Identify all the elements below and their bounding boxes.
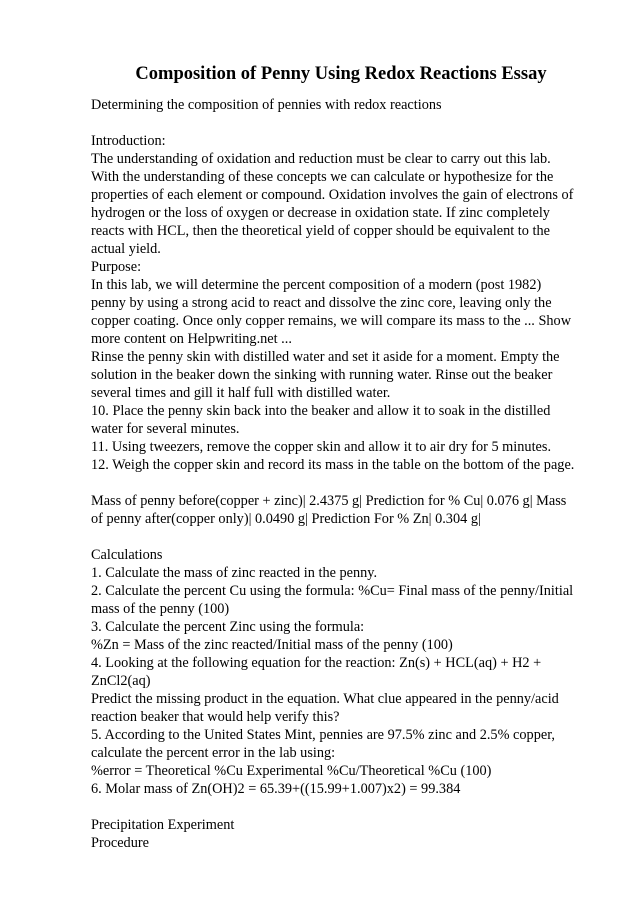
text-line: mass of the penny (100): [91, 601, 230, 617]
text-line: Calculations: [91, 547, 163, 563]
text-line: reaction beaker that would help verify this?: [91, 709, 340, 725]
blank-line: [91, 474, 591, 492]
document-page: [91, 62, 591, 852]
text-line: properties of each element or compound. Oxidation involves the gain of electrons of: [91, 187, 574, 203]
text-line: 1. Calculate the mass of zinc reacted in the penny.: [91, 565, 378, 581]
text-line: 6. Molar mass of Zn(OH)2 = 65.39+((15.99+1.007)x2) = 99.384: [91, 781, 461, 797]
text-line: Predict the missing product in the equation. What clue appeared in the penny/acid: [91, 691, 559, 707]
text-line: ZnCl2(aq): [91, 673, 151, 689]
text-line: Rinse the penny skin with distilled water and set it aside for a moment. Empty the: [91, 349, 560, 365]
text-line: With the understanding of these concepts we can calculate or hypothesize for the: [91, 169, 554, 185]
text-line: 2. Calculate the percent Cu using the formula: %Cu= Final mass of the penny/Initial: [91, 583, 574, 599]
blank-line: [91, 528, 591, 546]
document-body: [91, 96, 591, 852]
text-line: copper coating. Once only copper remains, we will compare its mass to the ... Show: [91, 313, 572, 329]
text-line: actual yield.: [91, 241, 161, 257]
text-line: Precipitation Experiment: [91, 817, 235, 833]
text-line: 3. Calculate the percent Zinc using the formula:: [91, 619, 365, 635]
text-line: 11. Using tweezers, remove the copper skin and allow it to air dry for 5 minutes.: [91, 439, 552, 455]
text-line: Purpose:: [91, 259, 142, 275]
text-line: The understanding of oxidation and reduction must be clear to carry out this lab.: [91, 151, 551, 167]
text-line: hydrogen or the loss of oxygen or decrease in oxidation state. If zinc completely: [91, 205, 550, 221]
text-line: 10. Place the penny skin back into the beaker and allow it to soak in the distilled: [91, 403, 551, 419]
blank-line: [91, 798, 591, 816]
text-line: Mass of penny before(copper + zinc)| 2.4375 g| Prediction for % Cu| 0.076 g| Mass: [91, 493, 567, 509]
text-line: water for several minutes.: [91, 421, 240, 437]
text-line: more content on Helpwriting.net ...: [91, 331, 292, 347]
document-title: Composition of Penny Using Redox Reactions Essay: [135, 64, 547, 84]
text-line: %Zn = Mass of the zinc reacted/Initial mass of the penny (100): [91, 637, 453, 653]
text-line: calculate the percent error in the lab using:: [91, 745, 336, 761]
text-line: several times and gill it half full with distilled water.: [91, 385, 391, 401]
text-line: Introduction:: [91, 133, 166, 149]
text-line: solution in the beaker down the sinking with running water. Rinse out the beaker: [91, 367, 553, 383]
text-line: reacts with HCL, then the theoretical yield of copper should be equivalent to the: [91, 223, 550, 239]
text-line: 4. Looking at the following equation for the reaction: Zn(s) + HCL(aq) + H2 +: [91, 655, 542, 671]
text-line: In this lab, we will determine the percent composition of a modern (post 1982): [91, 277, 542, 293]
text-line: %error = Theoretical %Cu Experimental %Cu/Theoretical %Cu (100): [91, 763, 492, 779]
text-line: 12. Weigh the copper skin and record its mass in the table on the bottom of the page.: [91, 457, 575, 473]
text-line: 5. According to the United States Mint, pennies are 97.5% zinc and 2.5% copper,: [91, 727, 555, 743]
text-line: of penny after(copper only)| 0.0490 g| Prediction For % Zn| 0.304 g|: [91, 511, 481, 527]
blank-line: [91, 114, 591, 132]
text-line: Procedure: [91, 835, 149, 851]
text-line: penny by using a strong acid to react and dissolve the zinc core, leaving only the: [91, 295, 552, 311]
text-line: Determining the composition of pennies with redox reactions: [91, 97, 442, 113]
